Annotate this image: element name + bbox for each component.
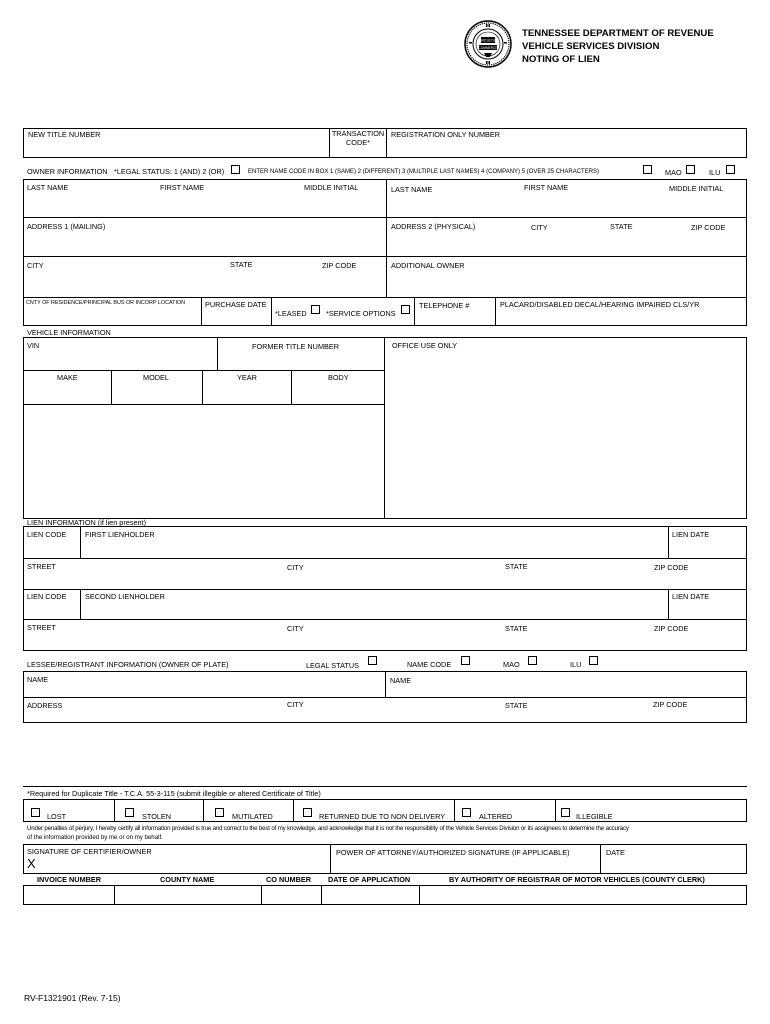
first-lien-code-label: LIEN CODE (27, 530, 67, 539)
address-mailing-label: ADDRESS 1 (MAILING) (27, 222, 106, 231)
signature-x-mark[interactable]: X (27, 856, 36, 871)
signature-date-label: DATE (606, 848, 625, 857)
purchase-date-label: PURCHASE DATE (205, 300, 267, 309)
mailing-state-label: STATE (230, 260, 253, 269)
second-lienholder-label: SECOND LIENHOLDER (85, 592, 165, 601)
perjury-statement-line1: Under penalties of perjury, I hereby certify all information provided is true and correct to the best of my knowledge, and acknowledge that it is not the responsibility of the Vehicle Services Division or its assignees to determine the accuracy (27, 825, 629, 832)
owner-first-name-label: FIRST NAME (160, 183, 205, 192)
owner-ilu-label: ILU (709, 168, 721, 177)
owner-middle-initial-label: MIDDLE INITIAL (304, 183, 359, 192)
returned-non-delivery-checkbox[interactable] (303, 808, 312, 817)
svg-text:COMMERCE: COMMERCE (478, 46, 498, 50)
county-name-header: COUNTY NAME (160, 875, 215, 884)
stolen-checkbox[interactable] (125, 808, 134, 817)
county-of-residence-label: CNTY OF RESIDENCE/PRINCIPAL BUS OR INCORP LOCATION (26, 300, 186, 306)
second-lien-city-label: CITY (287, 624, 304, 633)
co-number-header: CO NUMBER (266, 875, 311, 884)
owner-legal-status-checkbox[interactable] (231, 165, 240, 174)
lessee-name-code-checkbox[interactable] (461, 656, 470, 665)
transaction-code-label: TRANSACTION CODE* (331, 129, 385, 147)
power-of-attorney-label: POWER OF ATTORNEY/AUTHORIZED SIGNATURE (IF APPLICABLE) (336, 848, 570, 857)
second-lien-code-label: LIEN CODE (27, 592, 67, 601)
year-label: YEAR (237, 373, 257, 382)
invoice-number-header: INVOICE NUMBER (37, 875, 102, 884)
body-label: BODY (328, 373, 349, 382)
perjury-statement-line2: of the information provided by me or on my behalf. (27, 834, 163, 841)
county-name-field[interactable] (115, 886, 261, 904)
invoice-number-field[interactable] (24, 886, 114, 904)
lessee-legal-status-checkbox[interactable] (368, 656, 377, 665)
new-title-number-label: NEW TITLE NUMBER (28, 130, 101, 139)
date-of-application-header: DATE OF APPLICATION (328, 875, 411, 884)
svg-text:AGRICULTURE: AGRICULTURE (476, 38, 500, 43)
co-owner-first-name-label: FIRST NAME (524, 183, 569, 192)
model-label: MODEL (143, 373, 169, 382)
name-code-instructions: ENTER NAME CODE IN BOX 1 (SAME) 2 (DIFFERENT) 3 (MULTIPLE LAST NAMES) 4 (COMPANY) 5 (OVER 25 CHARACTERS) (248, 169, 600, 175)
owner-ilu-checkbox[interactable] (726, 165, 735, 174)
state-seal (464, 20, 512, 68)
illegible-checkbox[interactable] (561, 808, 570, 817)
second-lien-state-label: STATE (505, 624, 528, 633)
physical-zip-label: ZIP CODE (691, 223, 726, 232)
header-form-title: NOTING OF LIEN (522, 54, 600, 65)
first-lien-state-label: STATE (505, 562, 528, 571)
registrant-name-label: NAME (390, 676, 412, 685)
physical-state-label: STATE (610, 222, 633, 231)
mailing-city-label: CITY (27, 261, 44, 270)
leased-label: *LEASED (275, 309, 307, 318)
lessee-zip-label: ZIP CODE (653, 700, 688, 709)
leased-checkbox[interactable] (311, 305, 320, 314)
co-number-field[interactable] (262, 886, 321, 904)
telephone-label: TELEPHONE # (419, 301, 470, 310)
lost-label: LOST (47, 812, 67, 821)
lessee-mao-checkbox[interactable] (528, 656, 537, 665)
owner-mao-label: MAO (665, 168, 682, 177)
stolen-label: STOLEN (142, 812, 172, 821)
owner-mao-checkbox[interactable] (686, 165, 695, 174)
lessee-information-label: LESSEE/REGISTRANT INFORMATION (OWNER OF PLATE) (27, 660, 229, 669)
vehicle-information-block (23, 337, 747, 519)
mutilated-checkbox[interactable] (215, 808, 224, 817)
duplicate-title-note: *Required for Duplicate Title - T.C.A. 55-3-115 (submit illegible or altered Certificate of Title) (27, 789, 321, 798)
second-lien-zip-label: ZIP CODE (654, 624, 689, 633)
mailing-zip-label: ZIP CODE (322, 261, 357, 270)
owner-legal-status-label: *LEGAL STATUS: 1 (AND) 2 (OR) (114, 167, 225, 176)
header-department: TENNESSEE DEPARTMENT OF REVENUE (522, 28, 714, 39)
altered-checkbox[interactable] (462, 808, 471, 817)
owner-last-name-label: LAST NAME (27, 183, 69, 192)
co-owner-last-name-label: LAST NAME (391, 185, 433, 194)
office-use-only-label: OFFICE USE ONLY (392, 341, 458, 350)
first-lien-street-label: STREET (27, 562, 56, 571)
lessee-state-label: STATE (505, 701, 528, 710)
registrar-signature-field[interactable] (420, 886, 746, 904)
owner-name-code-checkbox[interactable] (643, 165, 652, 174)
additional-owner-label: ADDITIONAL OWNER (391, 261, 465, 270)
illegible-label: ILLEGIBLE (576, 812, 613, 821)
returned-non-delivery-label: RETURNED DUE TO NON DELIVERY (319, 812, 446, 821)
header-division: VEHICLE SERVICES DIVISION (522, 41, 660, 52)
lessee-mao-label: MAO (503, 660, 520, 669)
lessee-name-code-label: NAME CODE (407, 660, 452, 669)
placard-label: PLACARD/DISABLED DECAL/HEARING IMPAIRED CLS/YR (500, 300, 700, 309)
lessee-legal-status-label: LEGAL STATUS (306, 661, 359, 670)
service-options-checkbox[interactable] (401, 305, 410, 314)
co-owner-middle-initial-label: MIDDLE INITIAL (669, 184, 724, 193)
lessee-address-label: ADDRESS (27, 701, 63, 710)
first-lien-zip-label: ZIP CODE (654, 563, 689, 572)
form-number: RV-F1321901 (Rev. 7-15) (24, 993, 121, 1003)
physical-city-label: CITY (531, 223, 548, 232)
altered-label: ALTERED (479, 812, 513, 821)
vin-label: VIN (27, 341, 40, 350)
registration-only-number-label: REGISTRATION ONLY NUMBER (391, 130, 501, 139)
signature-certifier-label: SIGNATURE OF CERTIFIER/OWNER (27, 847, 152, 856)
first-lienholder-label: FIRST LIENHOLDER (85, 530, 155, 539)
first-lien-city-label: CITY (287, 563, 304, 572)
lessee-ilu-label: ILU (570, 660, 582, 669)
first-lien-date-label: LIEN DATE (672, 530, 710, 539)
service-options-label: *SERVICE OPTIONS (326, 309, 396, 318)
registrar-authority-header: BY AUTHORITY OF REGISTRAR OF MOTOR VEHICLES (COUNTY CLERK) (449, 875, 705, 884)
former-title-number-label: FORMER TITLE NUMBER (252, 342, 340, 351)
lessee-name-label: NAME (27, 675, 49, 684)
mutilated-label: MUTILATED (232, 812, 273, 821)
date-of-application-field[interactable] (322, 886, 419, 904)
lessee-ilu-checkbox[interactable] (589, 656, 598, 665)
second-lien-street-label: STREET (27, 623, 56, 632)
lost-checkbox[interactable] (31, 808, 40, 817)
lessee-city-label: CITY (287, 700, 304, 709)
make-label: MAKE (57, 373, 78, 382)
owner-information-label: OWNER INFORMATION (27, 167, 108, 176)
address-physical-label: ADDRESS 2 (PHYSICAL) (391, 222, 476, 231)
second-lien-date-label: LIEN DATE (672, 592, 710, 601)
lien-information-label: LIEN INFORMATION (if lien present) (27, 518, 147, 527)
vehicle-information-label: VEHICLE INFORMATION (27, 328, 111, 337)
